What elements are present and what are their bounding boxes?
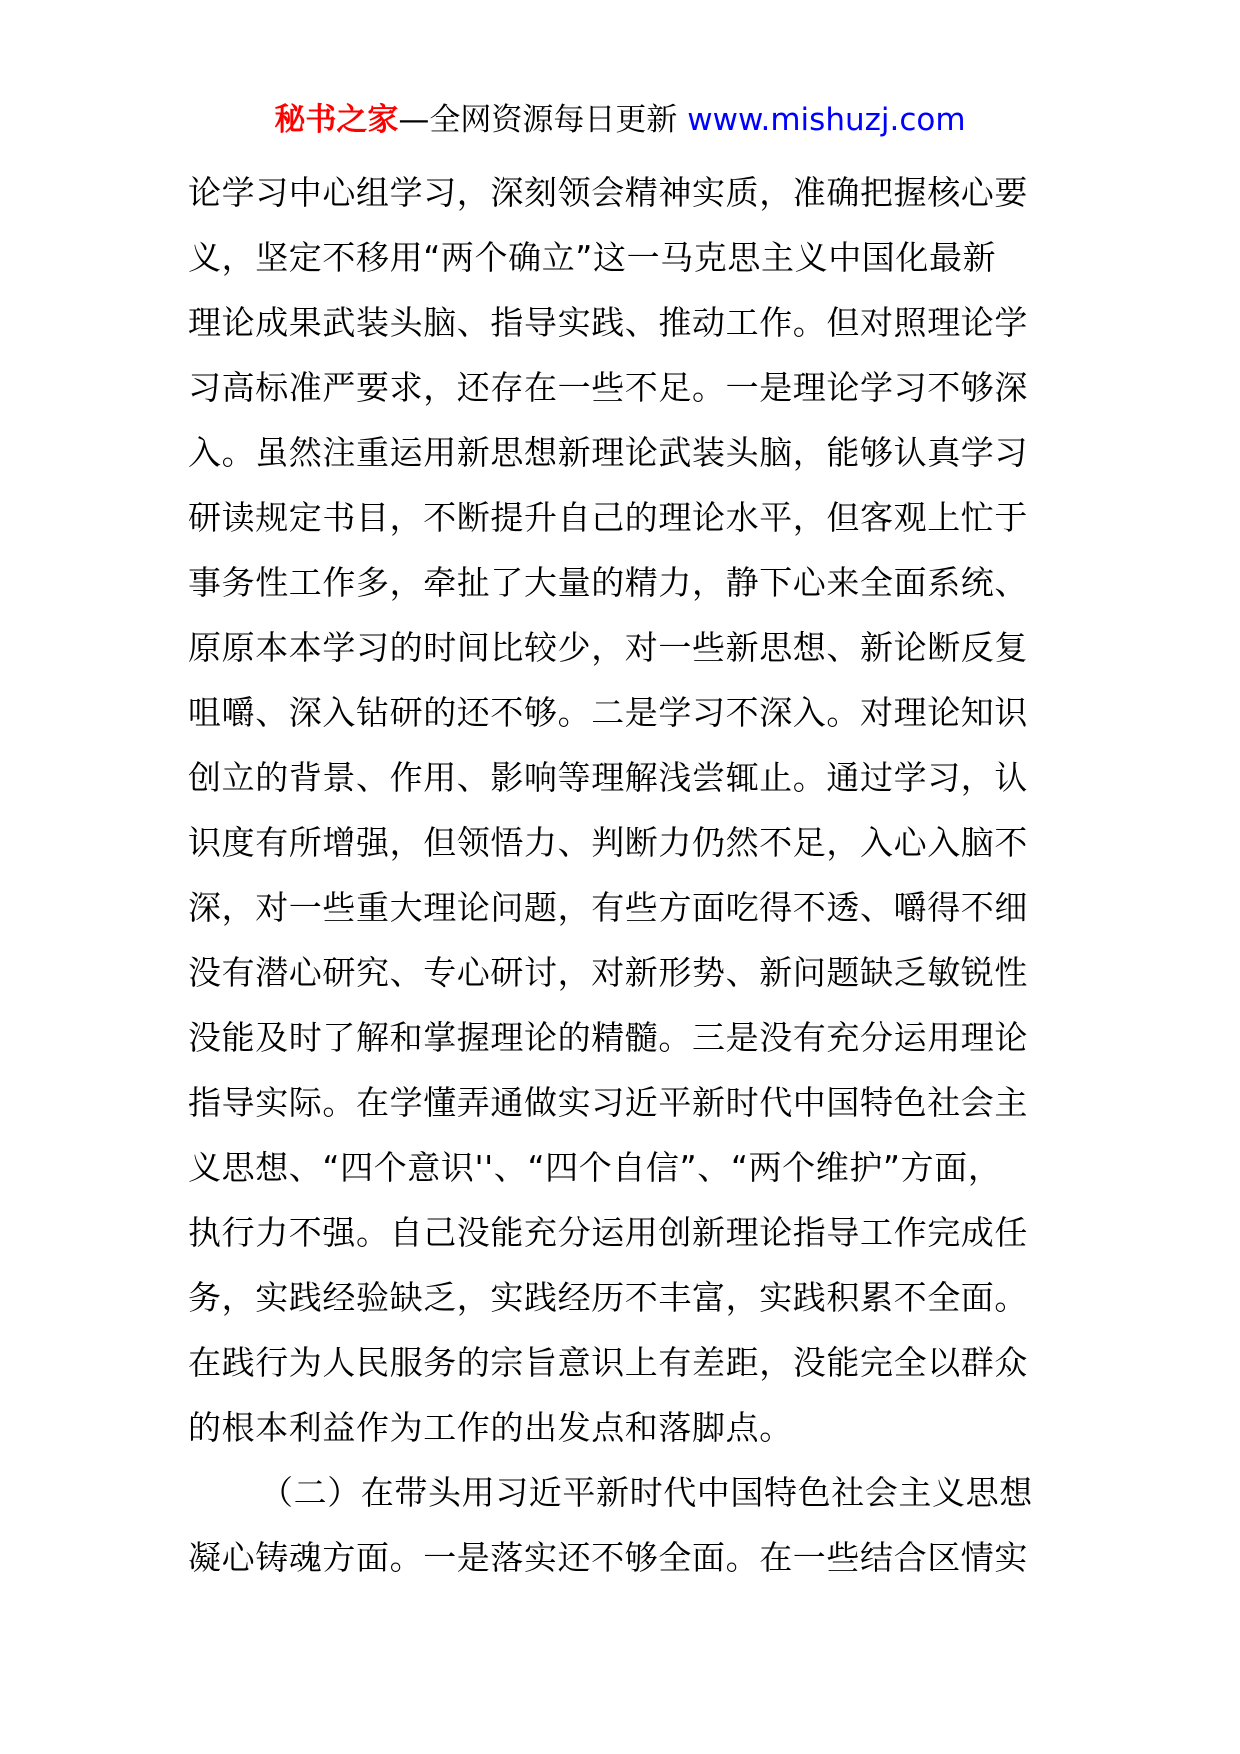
- text-line: 义思想、“四个意识''、“四个自信”、“两个维护”方面，: [188, 1148, 1002, 1187]
- text-line: 入。虽然注重运用新思想新理论武装头脑，能够认真学习: [188, 433, 1028, 472]
- text-line: 深，对一些重大理论问题，有些方面吃得不透、嚼得不细: [188, 888, 1028, 927]
- text-line: 义，坚定不移用“两个确立”这一马克思主义中国化最新: [188, 238, 997, 277]
- text-line: 的根本利益作为工作的出发点和落脚点。: [188, 1408, 793, 1447]
- text-line: 识度有所增强，但领悟力、判断力仍然不足，入心入脑不: [188, 823, 1028, 862]
- text-line: 指导实际。在学懂弄通做实习近平新时代中国特色社会主: [188, 1083, 1028, 1122]
- document-body: [188, 160, 1088, 1590]
- text-line: 事务性工作多，牵扯了大量的精力，静下心来全面系统、: [188, 563, 1028, 602]
- text-line: 咀嚼、深入钻研的还不够。二是学习不深入。对理论知识: [188, 693, 1028, 732]
- text-line: 创立的背景、作用、影响等理解浅尝辄止。通过学习，认: [188, 758, 1028, 797]
- text-line: 没能及时了解和掌握理论的精髓。三是没有充分运用理论: [188, 1018, 1028, 1057]
- text-line: 理论成果武装头脑、指导实践、推动工作。但对照理论学: [188, 303, 1028, 342]
- text-line: 原原本本学习的时间比较少，对一些新思想、新论断反复: [188, 628, 1028, 667]
- brand-slogan: —全网资源每日更新: [398, 102, 678, 138]
- text-line: 务，实践经验缺乏，实践经历不丰富，实践积累不全面。: [188, 1278, 1028, 1317]
- text-line: 论学习中心组学习，深刻领会精神实质，准确把握核心要: [188, 173, 1028, 212]
- section-heading-line: （二）在带头用习近平新时代中国特色社会主义思想: [260, 1473, 1033, 1512]
- site-url[interactable]: www.mishuzj.com: [687, 102, 966, 138]
- text-line: 研读规定书目，不断提升自己的理论水平，但客观上忙于: [188, 498, 1028, 537]
- text-line: 在践行为人民服务的宗旨意识上有差距，没能完全以群众: [188, 1343, 1028, 1382]
- text-line: 没有潜心研究、专心研讨，对新形势、新问题缺乏敏锐性: [188, 953, 1028, 992]
- watermark-header: [0, 100, 1240, 140]
- text-line: 执行力不强。自己没能充分运用创新理论指导工作完成任: [188, 1213, 1028, 1252]
- text-line: 习高标准严要求，还存在一些不足。一是理论学习不够深: [188, 368, 1028, 407]
- brand-name: 秘书之家: [274, 102, 399, 138]
- text-line: 凝心铸魂方面。一是落实还不够全面。在一些结合区情实: [188, 1538, 1028, 1577]
